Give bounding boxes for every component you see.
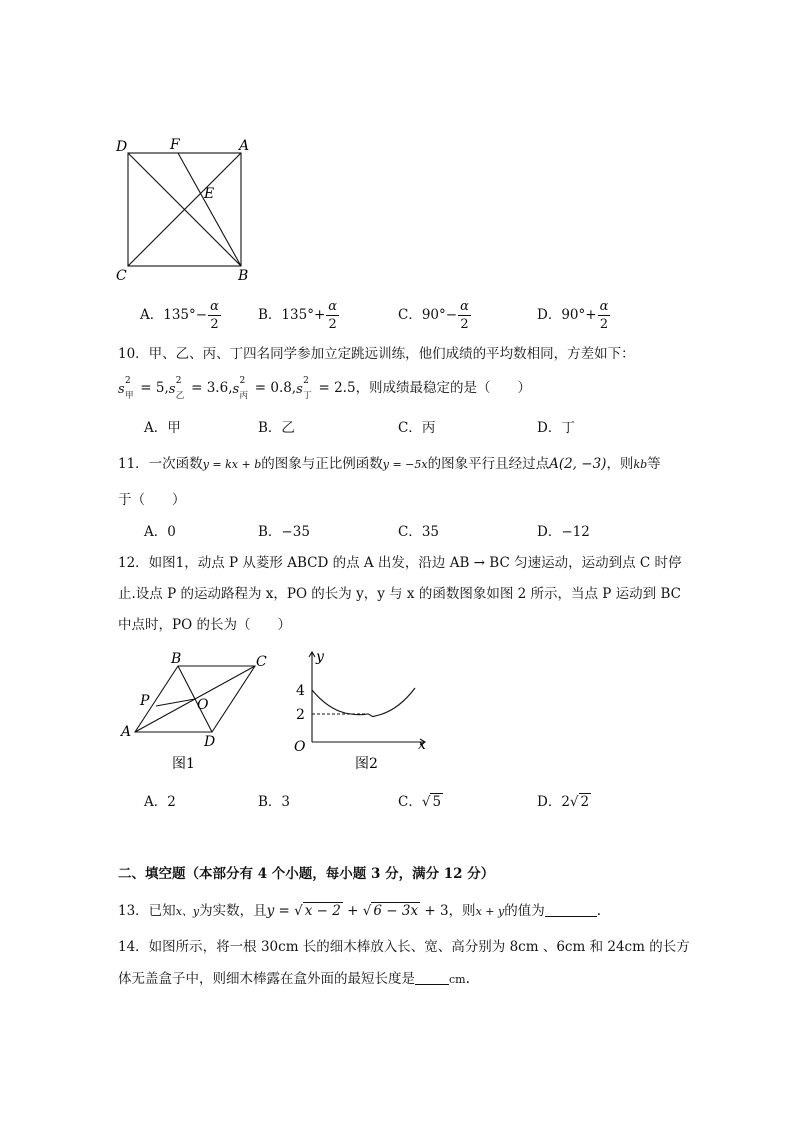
variance-value: 5 bbox=[155, 380, 165, 396]
q13-text: 为实数，且 bbox=[199, 903, 267, 919]
q13-variables: x、y bbox=[175, 905, 200, 918]
q9-option-d[interactable] bbox=[537, 300, 611, 331]
label-a: A bbox=[239, 138, 250, 154]
label-e: E bbox=[204, 186, 215, 202]
fraction-numerator: α bbox=[599, 299, 609, 314]
tick-4: 4 bbox=[296, 683, 305, 699]
q12-option-d[interactable] bbox=[537, 790, 591, 810]
q9-option-c[interactable] bbox=[398, 300, 472, 331]
q13-stem bbox=[118, 899, 601, 919]
variance-subscript: 丙 bbox=[239, 390, 248, 401]
label-o: O bbox=[197, 697, 209, 713]
variance-symbol: s 2 丁 bbox=[296, 375, 312, 401]
figure-1-caption: 图1 bbox=[172, 756, 195, 772]
label-c: C bbox=[256, 654, 267, 670]
option-value: 3 bbox=[281, 794, 291, 810]
square-root-1: √ x − 2 bbox=[294, 903, 341, 919]
option-value: 2 bbox=[167, 794, 176, 810]
option-value: 135° bbox=[281, 307, 314, 323]
q11-kb: kb bbox=[633, 458, 648, 471]
option-letter: C． bbox=[398, 307, 422, 323]
fraction-numerator: α bbox=[460, 299, 469, 314]
fraction bbox=[326, 300, 339, 331]
q14-stem-line2 bbox=[118, 967, 470, 987]
figure-2-caption: 图2 bbox=[355, 756, 378, 772]
radicand-2: 6 − 3x bbox=[373, 903, 419, 919]
option-letter: C． bbox=[398, 794, 422, 810]
square-root: √ 2 bbox=[569, 794, 590, 810]
line-fb bbox=[178, 153, 241, 266]
q11-function-2: y = −5x bbox=[382, 458, 428, 471]
label-origin: O bbox=[294, 739, 306, 755]
function-graph-figure bbox=[285, 646, 435, 776]
radicand-1: x − 2 bbox=[304, 903, 341, 919]
variance-value: 3.6 bbox=[206, 380, 229, 396]
q13-period: . bbox=[596, 903, 601, 919]
option-letter: D． bbox=[537, 794, 562, 810]
option-letter: B． bbox=[258, 307, 282, 323]
plus-sign: + bbox=[347, 903, 359, 919]
q10-option-b[interactable]: B．乙 bbox=[258, 420, 295, 436]
fraction-denominator: 2 bbox=[210, 317, 219, 332]
q13-text: 的值为 bbox=[504, 903, 545, 919]
fraction bbox=[598, 300, 611, 331]
plus-three: + 3 bbox=[424, 903, 449, 919]
q13-sum: x + y bbox=[475, 905, 505, 918]
q9-option-b[interactable] bbox=[258, 300, 340, 331]
label-y: y bbox=[316, 649, 324, 665]
label-d: D bbox=[204, 734, 216, 750]
q11-text: 的图象平行且经过点 bbox=[427, 456, 550, 472]
radicand: 5 bbox=[432, 794, 442, 810]
radicand: 2 bbox=[580, 794, 590, 810]
label-p: P bbox=[140, 693, 150, 709]
variance-symbol: s 2 甲 bbox=[118, 375, 134, 401]
q11-text: 的图象与正比例函数 bbox=[261, 456, 383, 472]
q13-text: ，则 bbox=[448, 903, 476, 919]
q12-stem-line3: 中点时，PO 的长为（ ） bbox=[118, 617, 291, 633]
q12-option-c[interactable] bbox=[398, 790, 443, 810]
q11-option-a[interactable]: A．0 bbox=[144, 524, 176, 540]
option-operator: − bbox=[445, 307, 458, 323]
q11-text: 11．一次函数 bbox=[118, 456, 203, 472]
fraction-numerator: α bbox=[328, 299, 338, 314]
q14-period: . bbox=[465, 971, 470, 987]
q11-text: 等 bbox=[647, 456, 661, 472]
variance-subscript: 乙 bbox=[175, 390, 185, 401]
square-root-2: √ 6 − 3x bbox=[362, 903, 419, 919]
q10-option-a[interactable]: A．甲 bbox=[144, 420, 181, 436]
q12-stem-line2: 止.设点 P 的运动路程为 x，PO 的长为 y，y 与 x 的函数图象如图 2 所示，当点 P 运动到 BC bbox=[118, 586, 681, 602]
q11-option-b[interactable]: B．−35 bbox=[258, 524, 310, 540]
option-operator: − bbox=[195, 307, 208, 323]
label-a: A bbox=[121, 724, 132, 740]
option-value: 90° bbox=[421, 307, 446, 323]
q11-option-c[interactable]: C．35 bbox=[398, 524, 440, 540]
label-b: B bbox=[171, 651, 182, 667]
q11-function-1: y = kx + b bbox=[202, 458, 262, 471]
option-letter: B． bbox=[258, 794, 282, 810]
label-f: F bbox=[170, 137, 180, 153]
q14-answer-blank[interactable] bbox=[415, 984, 449, 985]
q10-variances: s 2 甲 = 5, s 2 乙 = 3.6, s 2 丙 = 0.8, s 2 丁 = 2.5，则成绩最稳定的是（ ） bbox=[118, 375, 532, 401]
section-2-heading: 二、填空题（本部分有 4 个小题，每小题 3 分，满分 12 分） bbox=[118, 866, 495, 882]
q10-option-d[interactable]: D．丁 bbox=[537, 420, 575, 436]
q11-stem bbox=[118, 452, 661, 472]
fraction bbox=[458, 300, 471, 331]
label-x: x bbox=[418, 737, 426, 753]
square-figure bbox=[112, 134, 262, 284]
fraction bbox=[208, 300, 221, 331]
q13-text: 13．已知 bbox=[118, 903, 176, 919]
q12-option-a[interactable] bbox=[144, 790, 176, 810]
q11-point: A(2, −3) bbox=[549, 456, 607, 472]
q14-stem-line1: 14．如图所示，将一根 30cm 长的细木棒放入长、宽、高分别为 8cm 、6cm 和 24cm 的长方 bbox=[118, 939, 690, 955]
fraction-denominator: 2 bbox=[460, 317, 469, 332]
fraction-denominator: 2 bbox=[599, 317, 609, 332]
q14-text: 体无盖盒子中，则细木棒露在盒外面的最短长度是 bbox=[118, 971, 415, 987]
label-d: D bbox=[116, 139, 128, 155]
variance-subscript: 甲 bbox=[125, 390, 134, 401]
option-letter: D． bbox=[537, 307, 562, 323]
rhombus-figure bbox=[115, 650, 285, 775]
q10-question-tail: ，则成绩最稳定的是（ ） bbox=[355, 380, 532, 396]
fraction-numerator: α bbox=[210, 299, 219, 314]
function-curve bbox=[312, 688, 415, 716]
option-value: 135° bbox=[163, 307, 196, 323]
square-root: √ 5 bbox=[421, 794, 442, 810]
tick-2: 2 bbox=[296, 707, 305, 723]
variance-value: 0.8 bbox=[270, 380, 292, 396]
q10-stem: 10．甲、乙、丙、丁四名同学参加立定跳远训练，他们成绩的平均数相同，方差如下： bbox=[118, 346, 635, 362]
variance-symbol: s 2 乙 bbox=[168, 375, 185, 401]
q13-y-equals: y = bbox=[266, 903, 290, 919]
option-value: 90° bbox=[561, 307, 586, 323]
variance-subscript: 丁 bbox=[303, 390, 312, 401]
option-letter: A． bbox=[140, 307, 164, 323]
q13-answer-blank[interactable] bbox=[545, 916, 597, 917]
q11-text: ，则 bbox=[606, 456, 634, 472]
coefficient: 2 bbox=[561, 794, 570, 810]
q10-option-c[interactable]: C．丙 bbox=[398, 420, 436, 436]
q14-unit: cm bbox=[449, 973, 466, 986]
q12-option-b[interactable] bbox=[258, 790, 290, 810]
fraction-denominator: 2 bbox=[328, 317, 337, 332]
option-operator: + bbox=[585, 307, 597, 323]
q12-stem-line1: 12．如图1，动点 P 从菱形 ABCD 的点 A 出发，沿边 AB → BC 匀速运动，运动到点 C 时停 bbox=[118, 555, 682, 571]
label-c: C bbox=[116, 268, 127, 284]
label-b: B bbox=[238, 268, 249, 284]
option-letter: A． bbox=[144, 794, 168, 810]
q11-stem-line2: 于（ ） bbox=[118, 492, 186, 508]
q9-option-a[interactable] bbox=[140, 300, 222, 331]
variance-value: 2.5 bbox=[334, 380, 356, 396]
option-operator: + bbox=[313, 307, 326, 323]
q11-option-d[interactable]: D．−12 bbox=[537, 524, 590, 540]
variance-symbol: s 2 丙 bbox=[232, 375, 248, 401]
